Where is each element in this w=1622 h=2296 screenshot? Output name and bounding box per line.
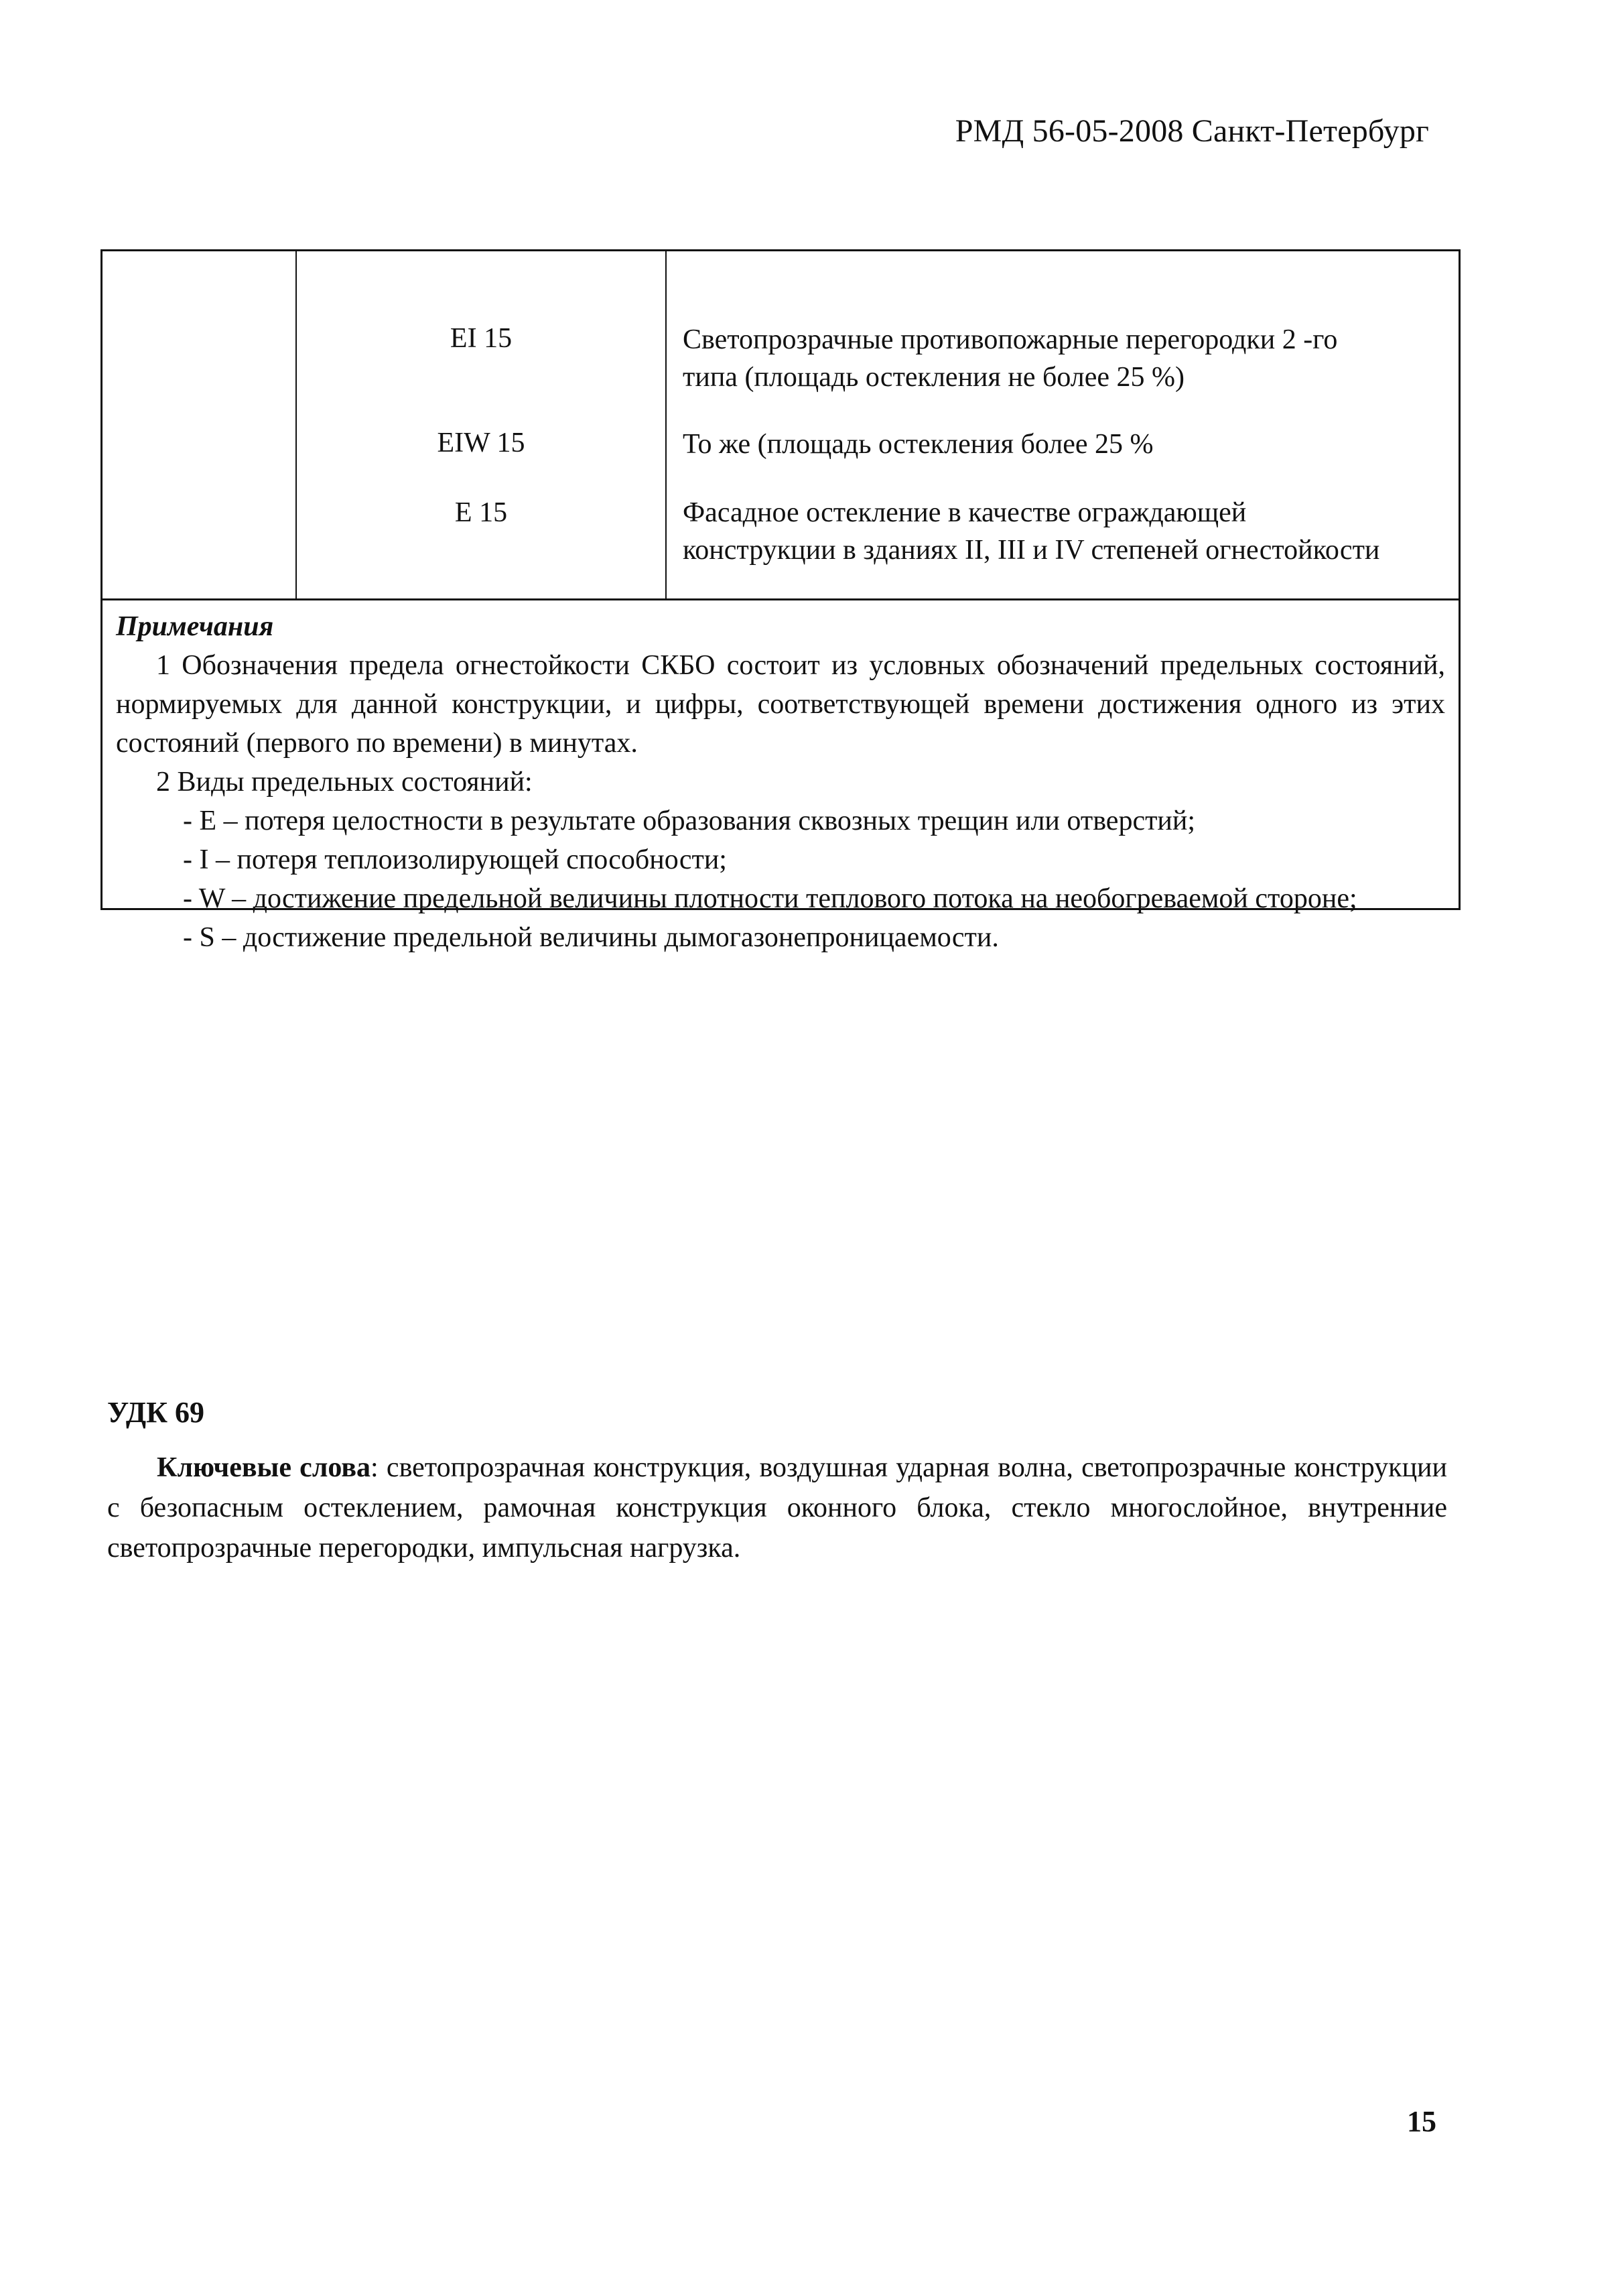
note-1: 1 Обозначения предела огнестойкости СКБО состоит из условных обозначений предельных состояний, нормируемых для данной конструкции, и цифры, соответствующей времени достижения одного из этих состояний (первого по времени) в минутах. [116,650,1445,759]
row-description: Светопрозрачные противопожарные перегородки 2 -го типа (площадь остекления не более 25 %) [683,324,1338,393]
keywords-paragraph [107,1448,1447,1568]
list-item: - Е – потеря целостности в результате образования сквозных трещин или отверстий; [183,806,1196,836]
notes-title: Примечания [116,611,274,642]
page-number: 15 [1407,2105,1436,2138]
document-header: РМД 56-05-2008 Санкт-Петербург [955,113,1429,149]
keywords-text: : светопрозрачная конструкция, воздушная ударная волна, светопрозрачные конструкции с безопасным остеклением, рамочная конструкция оконного блока, стекло многослойное, внутренние светопрозрачные перегородки, импульсная нагрузка. [107,1452,1447,1564]
table-col-descriptions [667,251,1459,598]
keywords-label: Ключевые слова [157,1452,371,1483]
list-item: - I – потеря теплоизолирующей способности; [183,844,727,875]
row-description: То же (площадь остекления более 25 % [683,429,1154,460]
row-description: Фасадное остекление в качестве ограждающей конструкции в зданиях II, III и IV степеней огнестойкости [683,497,1380,566]
table-col-codes [297,251,667,598]
table-col-empty [103,251,297,598]
limit-code-ei15: EI 15 [450,323,513,354]
udk-code: УДК 69 [107,1396,205,1429]
table-notes [103,598,1459,953]
table-body [103,251,1459,598]
list-item: - S – достижение предельной величины дымогазонепроницаемости. [183,922,999,953]
list-item: - W – достижение предельной величины плотности теплового потока на необогреваемой стороне; [183,883,1357,914]
limit-code-eiw15: EIW 15 [437,428,525,458]
fire-resistance-table [100,249,1461,953]
note-2: 2 Виды предельных состояний: [156,767,533,798]
limit-code-e15: E 15 [454,497,508,528]
